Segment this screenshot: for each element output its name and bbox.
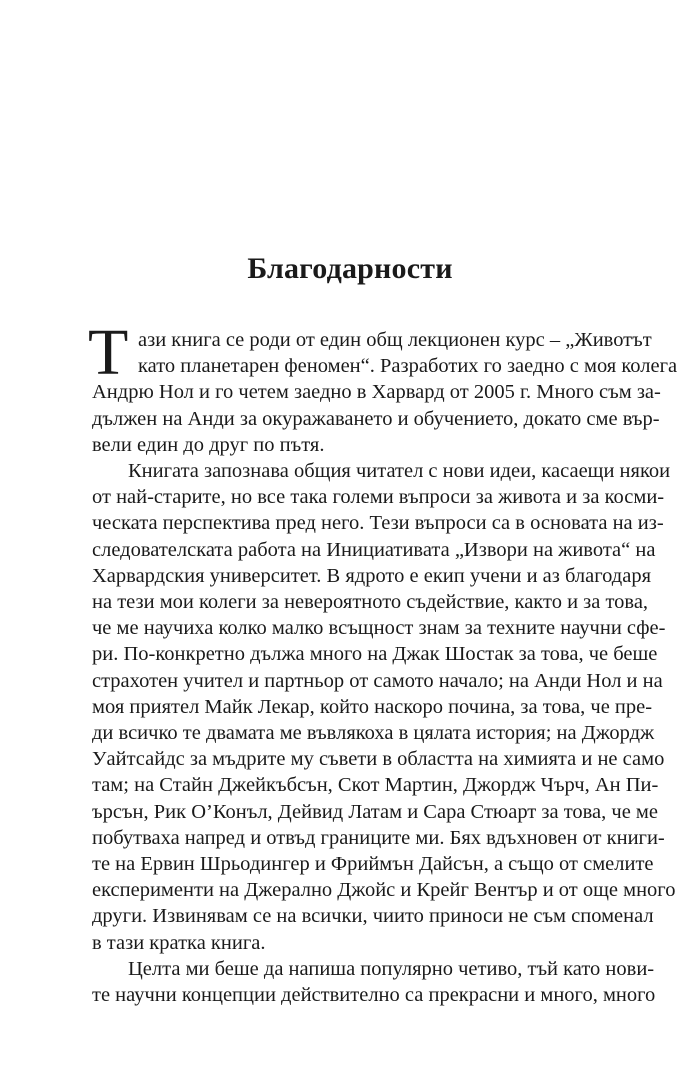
- text-line: че ме научиха колко малко всъщност знам за техните научни сфе-: [92, 617, 666, 640]
- text-line: Харвардския университет. В ядрото е екип учени и аз благодаря: [92, 564, 652, 587]
- text-line: Андрю Нол и го четем заедно в Харвард от 2005 г. Много съм за-: [92, 381, 661, 404]
- text-line: ди всичко те двамата ме въвлякоха в цялата история; на Джордж: [92, 722, 655, 744]
- text-line: други. Извинявам се на всички, чиито приноси не съм споменал: [92, 905, 654, 928]
- text-line: те на Ервин Шрьодингер и Фриймън Дайсън, а също от смелите: [92, 853, 654, 875]
- text-line: те научни концепции действително са прекрасни и много, много: [92, 984, 656, 1006]
- drop-cap: Т: [88, 316, 129, 389]
- text-line: моя приятел Майк Лекар, който наскоро почина, за това, че пре-: [92, 695, 653, 718]
- text-line: Книгата запознава общия читател с нови идеи, касаещи някои: [128, 460, 671, 482]
- text-line: на тези мои колеги за невероятното съдействие, както и за това,: [92, 591, 649, 613]
- text-line: Уайтсайдс за мъдрите му съвети в областта на химията и не само: [92, 748, 665, 771]
- text-line: Целта ми беше да напиша популярно четиво, тъй като нови-: [128, 957, 655, 980]
- page-title: Благодарности: [247, 252, 453, 285]
- text-line: от най-старите, но все така големи въпроси за живота и за косми-: [92, 486, 665, 509]
- text-line: ази книга се роди от един общ лекционен курс – „Животът: [138, 329, 652, 351]
- text-line: побутваха напред и отвъд границите ми. Бях вдъхновен от книги-: [92, 826, 665, 849]
- text-line: вели един до друг по пътя.: [92, 433, 325, 456]
- text-line: следователската работа на Инициативата „Извори на живота“ на: [92, 538, 656, 561]
- text-line: в тази кратка книга.: [92, 931, 266, 954]
- text-line: ри. По-конкретно дължа много на Джак Шостак за това, че беше: [92, 643, 658, 666]
- text-line: ърсън, Рик О’Конъл, Дейвид Латам и Сара Стюарт за това, че ме: [92, 800, 659, 823]
- text-line: дължен на Анди за окуражаването и обучението, докато сме вър-: [92, 407, 660, 430]
- text-line: страхотен учител и партньор от самото начало; на Анди Нол и на: [92, 669, 663, 692]
- text-line: като планетарен феномен“. Разработих го заедно с моя колега: [138, 355, 678, 378]
- text-line: ческата перспектива пред него. Тези въпроси са в основата на из-: [92, 512, 664, 535]
- text-line: там; на Стайн Джейкъбсън, Скот Мартин, Джордж Чърч, Ан Пи-: [92, 774, 659, 797]
- text-line: експерименти на Джерално Джойс и Крейг Вентър и от още много: [92, 879, 676, 902]
